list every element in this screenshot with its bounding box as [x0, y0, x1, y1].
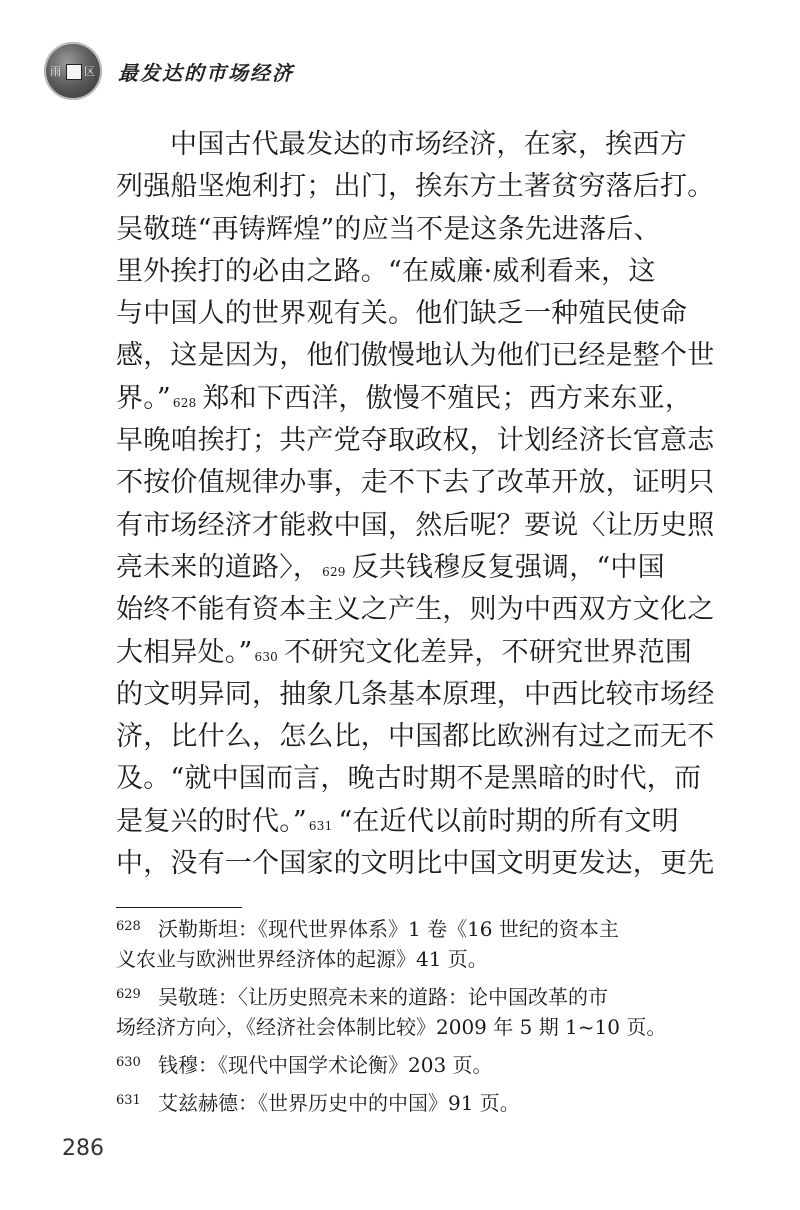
- running-header: [44, 40, 294, 102]
- body-line: 济，比什么，怎么比，中国都比欧洲有过之而无不: [116, 721, 715, 753]
- body-line: 始终不能有资本主义之产生，则为中西双方文化之: [116, 594, 715, 626]
- footnote-ref: 630: [254, 649, 279, 664]
- footnote-divider: [116, 907, 242, 908]
- body-line: 与中国人的世界观有关。他们缺乏一种殖民使命: [116, 298, 688, 330]
- footnote-ref: 631: [308, 818, 333, 833]
- header-title: 最发达的市场经济: [118, 60, 294, 85]
- body-line: 感，这是因为，他们傲慢地认为他们已经是整个世: [116, 340, 715, 372]
- body-line: 大相异处。” $^{630}$ 不研究文化差异，不研究世界范围: [116, 636, 693, 668]
- body-line: 界。” $^{628}$ 郑和下西洋，傲慢不殖民；西方来东亚，: [116, 382, 693, 414]
- footnote-628: 628 沃勒斯坦：《现代世界体系》1 卷《16 世纪的资本主 义农业与欧洲世界经济体的起源》41 页。: [116, 917, 619, 971]
- footnote-629: 629 吴敬琏：〈让历史照亮未来的道路：论中国改革的市 场经济方向〉，《经济社会体制比较》2009 年 5 期 1~10 页。: [116, 985, 667, 1039]
- body-line: 中国古代最发达的市场经济，在家，挨西方: [170, 129, 687, 160]
- body-line: 不按价值规律办事，走不下去了改革开放，证明只: [116, 467, 715, 499]
- body-line: 早晚咱挨打；共产党夺取政权，计划经济长官意志: [116, 425, 715, 457]
- body-line: 及。“就中国而言，晚古时期不是黑暗的时代，而: [116, 763, 702, 795]
- body-line: 是复兴的时代。” $^{631}$ “在近代以前时期的所有文明: [116, 805, 679, 837]
- footnote-630: 630 钱穆：《现代中国学术论衡》203 页。: [116, 1053, 493, 1077]
- body-text: [116, 124, 715, 885]
- body-line: 有市场经济才能救中国，然后呢？要说〈让历史照: [116, 509, 715, 541]
- footnote-ref: 628: [172, 395, 197, 410]
- body-line: 中，没有一个国家的文明比中国文明更发达，更先: [116, 848, 715, 880]
- body-line: 吴敬琏“再铸辉煌”的应当不是这条先进落后、: [116, 213, 661, 245]
- page-number: 286: [62, 1136, 104, 1161]
- body-line: 列强船坚炮利打；出门，挨东方土著贫穷落后打。: [116, 171, 715, 203]
- body-line: 的文明异同，抽象几条基本原理，中西比较市场经: [116, 678, 715, 710]
- footnotes: [116, 914, 676, 1126]
- footnote-631: 631 艾兹赫德：《世界历史中的中国》91 页。: [116, 1091, 520, 1115]
- coin-emblem-icon: 雨 区: [44, 42, 102, 100]
- body-line: 亮未来的道路〉， $^{629}$ 反共钱穆反复强调，“中国: [116, 551, 665, 583]
- body-line: 里外挨打的必由之路。“在威廉·威利看来，这: [116, 255, 656, 287]
- footnote-ref: 629: [322, 564, 346, 579]
